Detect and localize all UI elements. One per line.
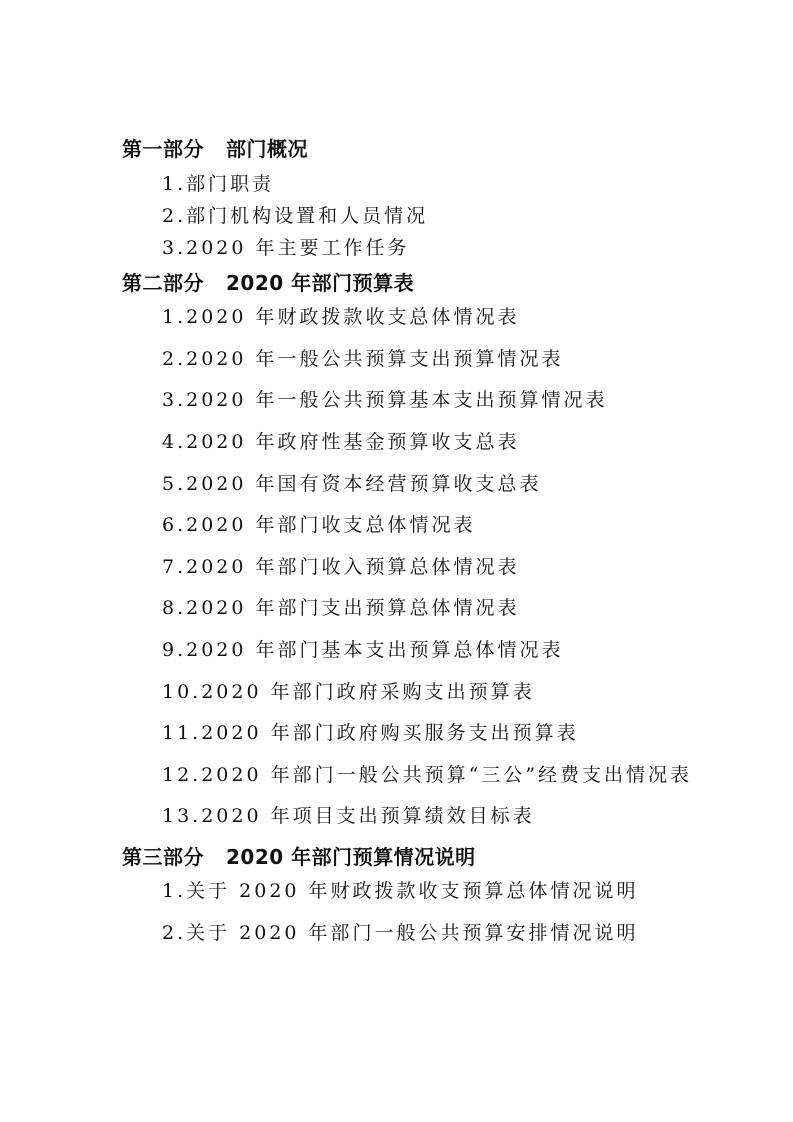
toc-item: 2.关于 2020 年部门一般公共预算安排情况说明 xyxy=(162,922,639,944)
section-heading-3 xyxy=(122,844,476,870)
toc-item: 12.2020 年部门一般公共预算“三公”经费支出情况表 xyxy=(162,764,693,786)
toc-item: 1.部门职责 xyxy=(162,173,275,195)
toc-item: 8.2020 年部门支出预算总体情况表 xyxy=(162,597,520,619)
toc-item: 10.2020 年部门政府采购支出预算表 xyxy=(162,681,535,703)
toc-item: 4.2020 年政府性基金预算收支总表 xyxy=(162,431,520,453)
section-part-label: 第一部分 xyxy=(122,137,204,161)
toc-item: 1.2020 年财政拨款收支总体情况表 xyxy=(162,306,520,328)
toc-item: 1.关于 2020 年财政拨款收支预算总体情况说明 xyxy=(162,880,639,902)
section-title: 2020 年部门预算情况说明 xyxy=(226,845,476,869)
toc-item: 11.2020 年部门政府购买服务支出预算表 xyxy=(162,722,579,744)
toc-item: 9.2020 年部门基本支出预算总体情况表 xyxy=(162,639,564,661)
toc-item: 13.2020 年项目支出预算绩效目标表 xyxy=(162,805,535,827)
toc-item: 7.2020 年部门收入预算总体情况表 xyxy=(162,556,520,578)
toc-item: 2.部门机构设置和人员情况 xyxy=(162,205,429,227)
section-part-label: 第二部分 xyxy=(122,271,204,295)
section-title: 2020 年部门预算表 xyxy=(226,271,415,295)
section-title: 部门概况 xyxy=(226,137,308,161)
toc-item: 2.2020 年一般公共预算支出预算情况表 xyxy=(162,348,564,370)
section-part-label: 第三部分 xyxy=(122,845,204,869)
toc-item: 3.2020 年一般公共预算基本支出预算情况表 xyxy=(162,389,608,411)
toc-item: 5.2020 年国有资本经营预算收支总表 xyxy=(162,473,542,495)
toc-item: 6.2020 年部门收支总体情况表 xyxy=(162,514,476,536)
section-heading-2 xyxy=(122,270,414,296)
toc-item: 3.2020 年主要工作任务 xyxy=(162,237,410,259)
section-heading-1 xyxy=(122,136,308,162)
